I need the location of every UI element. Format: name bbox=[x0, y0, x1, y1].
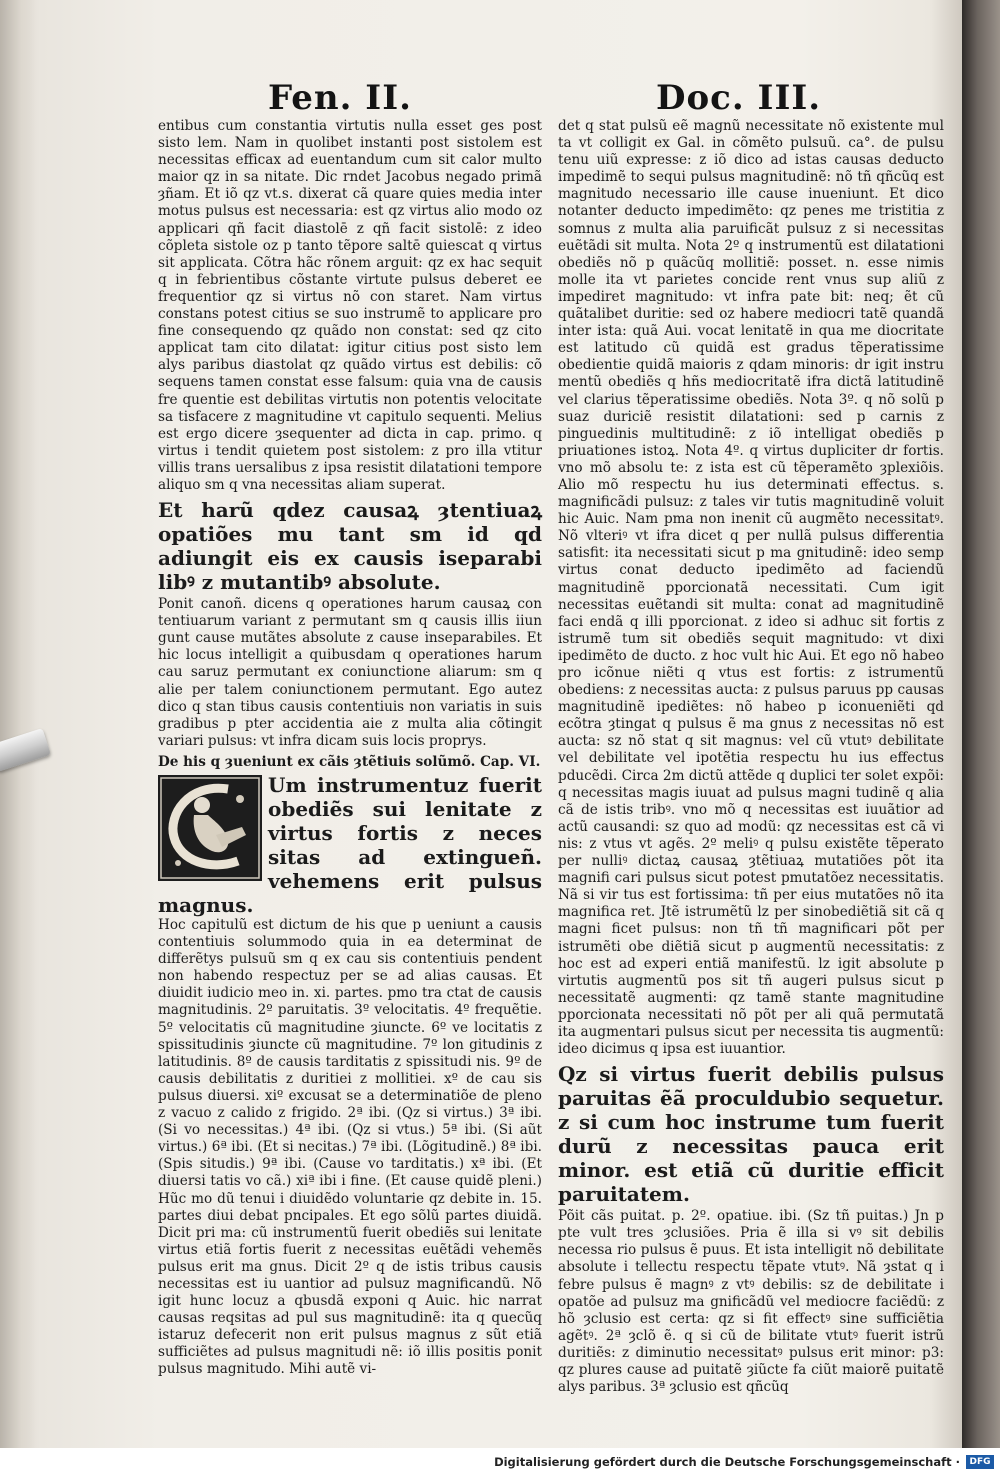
left-paragraph-1: entibus cum constantia virtutis nulla esset ges post sisto lem. Nam in quolibet instanti post sistolem est necessitas efficax ad euentandum cum sit calor multo maior qz in sa nitate. Dic rndet Jacobus negado primã ȝñam. Et iõ qz vt.s. dixerat cã quare quies media inter motus pulsus est necessaria: est qz virtus alio modo oz applicari qñ facit diastolē z qñ facit sistolē: z ideo cõpleta sistole oz p tanto tẽpore saltē quiescat q virtus sit applicata. Cõtra hãc rõnem arguit: qz ex hac sequit q in febrientibus cõstante virtute pulsus deberet ee frequentior qz si virtus nõ con staret. Nam virtus constans potest citius se suo instrumẽ to applicare pro fine consequendo qz quãdo non constat: sed qz cito applicat tam cito dilatat: igitur citius post sisto lem alys paribus diastolat qz quãdo virtus est debilis: cõ sequens tamen constat esse falsum: quia vna de causis fre quentie est debilitas virtutis non potentis velocitate sa tisfacere z magnitudine vt capitulo sequenti. Melius est ergo dicere ȝsequenter ad dicta in cap. primo. q virtus i tendit quietem post sistolem: z pro illa vtitur villis trans uersalibus z ipsa resistit dilatationi tempore aliquo sm q vna necessitas aliam superat. bbox=[158, 118, 542, 493]
chapter-opening bbox=[158, 773, 542, 917]
digitization-footer bbox=[0, 1448, 1000, 1476]
decorated-initial bbox=[158, 775, 262, 881]
left-paragraph-2: Ponit canoñ. dicens q operationes harum causaꝝ con tentiuarum variant z permutant sm q causis illis iiun gunt cause mutãtes absolute z cause inseparabiles. Et hic locus intelligit a quibusdam q operationes harum cau saruz permutant ex coniunctione aliarum: sm q alie per talem coniunctionem permutant. Ego autez dico q stan tibus causis contentiuis non variatis in suis gradibus p pter accidentia aie z multa alia cõtingit variari pulsus: vt infra dicam suis locis proprys. bbox=[158, 596, 542, 749]
running-header-right: Doc. III. bbox=[656, 78, 822, 118]
left-lemma: Et harũ qdez causaꝝ ȝtentiuaꝝ opatiões mu tant sm id qd adiungit eis ex causis iseparabi libꝰ z mutantibꝰ absolute. bbox=[158, 498, 542, 595]
footer-credit: Digitalisierung gefördert durch die Deutsche Forschungsgemeinschaft · bbox=[494, 1455, 960, 1469]
book-edge bbox=[962, 0, 1000, 1448]
left-paragraph-3: Hoc capitulũ est dictum de his que p ueniunt a causis contentiuis solummodo quia in ea determinat de differẽtys pulsuũ sm q ex cau sis contentiuis pendent non habendo respectuz per se ad alias causas. Et diuidit iudicio meo in. xi. partes. pmo tra ctat de causis magnitudinis. 2º paruitatis. 3º velocitatis. 4º frequẽtie. 5º velocitatis cũ magnitudine ȝiuncte. 6º ve locitatis z spissitudinis ȝiuncte cũ magnitudine. 7º lon gitudinis z latitudinis. 8º de causis tarditatis z spissitudi nis. 9º de causis debilitatis z duritiei z mollitiei. xº de cau sis pulsus diuersi. xiº excusat se a determinatiõe de pleno z vacuo z calido z frigido. 2ª ibi. (Qz si virtus.) 3ª ibi. (Si vo necessitas.) 4ª ibi. (Qz si vtus.) 5ª ibi. (Si aũt virtus.) 6ª ibi. (Et si necitas.) 7ª ibi. (Lõgitudinẽ.) 8ª ibi. (Spis situdis.) 9ª ibi. (Cause vo tarditatis.) xª ibi. (Et diuersi tatis vo cã.) xiª ibi i fine. (Et cause quidẽ pleni.) Hũc mo dũ tenui i diuidẽdo voluntarie qz debite in. 15. partes diui debat pncipales. Et ego sõlũ partes diuidã. Dicit pri ma: cũ instrumentũ fuerit obediẽs sui lenitate virtus etiã fortis fuerit z necessitas euẽtãdi vehemẽs pulsus erit ma gnus. Dicit 2º q de istis tribus causis necessitas est iu uantior ad pulsuz magnificandũ. Nõ igit hunc locuz a qbusdã exponi q Auic. hic narrat causas reqsitas ad pul sus magnitudinẽ: ita q quecũq istaruz defecerit non erit pulsus magnus z sũt etiã sufficiẽtes ad pulsus magnitudi nẽ: iõ illis positis ponit pulsus magnitudo. Mihi autẽ vi- bbox=[158, 917, 542, 1378]
page-gutter-shadow bbox=[0, 0, 36, 1448]
chapter-text-incipit: Um instrumentuz fuerit obediẽs sui lenitate z virtus fortis z neces sitas ad extingueñ. vehemens erit pulsus magnus. bbox=[158, 773, 542, 917]
left-column bbox=[158, 118, 542, 1379]
right-column bbox=[558, 118, 944, 1396]
right-paragraph-2: Põit cãs puitat. p. 2º. opatiue. ibi. (Sz tñ puitas.) Jn p pte vult tres ȝclusiões. Pria ẽ illa si vꝰ sit debilis necessa rio pulsus ẽ puus. Et ista intelligit nõ debilitate absolute i tellectu respectu tẽpate vtutꝰ. Nã ȝstat q i febre pulsus ẽ magnꝰ z vtꝰ debilis: sz de debilitate i opatõe ad pulsuz ma gnificãdũ vel mediocre faciẽdũ: z hõ ȝclusio est certa: qz si fit effectꝰ sine sufficiẽtia agẽtꝰ. 2ª ȝclõ ẽ. q si cũ de bilitate vtutꝰ fuerit istrũ duritiẽs: z diminutio necessitatꝰ pulsus erit minor: p3: qz plures cause ad puitatẽ ȝiũcte fa ciũt maiorẽ puitatẽ alys paribus. 3ª ȝclusio est qñcũq bbox=[558, 1208, 944, 1396]
chapter-heading: De his q ȝueniunt ex cãis ȝtẽtiuis solũmõ. Cap. VI. bbox=[158, 753, 541, 770]
right-lemma: Qz si virtus fuerit debilis pulsus paruitas ẽã proculdubio sequetur. z si cum hoc instrume tum fuerit durũ z necessitas pauca erit minor. est etiã cũ duritie efficit paruitatem. bbox=[558, 1062, 944, 1207]
decorated-initial-image bbox=[158, 775, 262, 881]
right-paragraph-1: det q stat pulsũ eẽ magnũ necessitate nõ existente mul ta vt colligit ex Gal. in cõmẽto pulsuũ. ca°. de pulsu tenu uiũ expresse: z iõ dico ad istas causas deducto impedimẽ to sequi pulsus magnitudinẽ: nõ tñ qñcũq est magnitudo necessario ille cause inueniunt. Et dico notanter deducto impedimẽto: qz penes me tristitia z somnus z multa alia paruificãt pulsuz z si necessitas euẽtãdi sit multa. Nota 2º q instrumentũ est dilatationi obediẽs nõ p quãcũq mollitiẽ: posset. n. esse nimis molle ita vt parietes concide rent vnus sup aliũ z impediret magnitudo: vt infra pate bit: neq; ẽt cũ quãtalibet duritie: sed oz habere mediocri tatẽ quandã inter ista: quã Aui. vocat lenitatẽ in qua me diocritate est latitudo cũ quidã est gradus tẽperatissime obedientie quidã maioris z qdam minoris: dr igit instru mentũ obediẽs q hñs mediocritatẽ ifra dictã latitudinẽ vel clarius tẽperatissime obediẽs. Nota 3º. q nõ solũ p suaz duriciẽ resistit dilatationi: sed p carnis z pinguedinis multitudinẽ: z iõ intelligat obediẽs p priuationes istoꝝ. Nota 4º. q virtus dupliciter dr fortis. vno mõ absolu te: z ista est cũ tẽperamẽto ȝplexiõis. Alio mõ respectu hu ius determinati effectus. s. magnificãdi pulsuz: z tales vir tutis magnitudinẽ voluit hic Auic. Nam pma non inenit cũ augmẽto necessitatꝰ. Nõ vlteriꝰ vt ifra dicet q per nullã pulsus differentia satisfit: ita necessitati sicut p ma gnitudinẽ: ideo semp virtus conat deducto ipedimẽto ad faciendũ magnitudinẽ pporcionatã necessitati. Cum igit necessitas euẽtandi sit multa: conat ad magnitudinẽ faci endã q illi pporcionat. z ideo si adhuc sit fortis z istrumẽ tum sit obediẽs sequit magnitudo: vt dixi ipedimẽto de ducto. z hoc vult hic Aui. Et ego nõ habeo pro icõnue niẽti q vtus est fortis: z istrumentũ obediens: z necessitas aucta: z pulsus paruus pp causas magnitudinẽ ipediẽtes: nõ habeo p iconueniẽti qd ecõtra ȝtingat q pulsus ẽ ma gnus z necessitas nõ est aucta: sz nõ stat q sit magnus: vel cũ vtutꝰ debilitate vel debilitate vel ipotẽtia respectu hu ius effectus pducẽdi. Circa 2m dictũ attẽde q duplici ter solet expõi: q necessitas magis iuuat ad pulsus magni tudinẽ q alia cã de istis tribꝰ. vno mõ q necessitas est iuuãtior ad actũ causandi: sz quo ad modũ: qz necessitas est cã vi nis: z vtus vt agẽs. 2º meliꝰ q pulsu existẽte tẽperato per nulliꝰ dictaꝝ causaꝝ ȝtẽtiuaꝝ mutatiões põt ita magnifi cari pulsus sicut potest pmutatõez necessitatis. Nã si vir tus est fortissima: tñ per eius mutatões nõ ita magnifica ret. Jtẽ istrumẽtũ lz per sinobediẽtiã sit cã q magni ficet pulsus: non tñ tñ magnificari põt per istrumẽti obe diẽtiã sicut p augmentũ necessitatis: z hoc est ad experi entiã manifestũ. lz igit absolute p virtutis augmentũ pos sit tñ augeri pulsus sicut p necessitatẽ augmenti: qz tamẽ stante magnitudine pporcionata necessitati nõ põt per ali quã permutatã ita augmentari pulsus sicut per necessita tis augmentũ: ideo dicimus q ipsa est iuuantior. bbox=[558, 118, 944, 1058]
running-header-left: Fen. II. bbox=[268, 78, 412, 118]
dfg-logo-icon: DFG bbox=[966, 1455, 994, 1469]
